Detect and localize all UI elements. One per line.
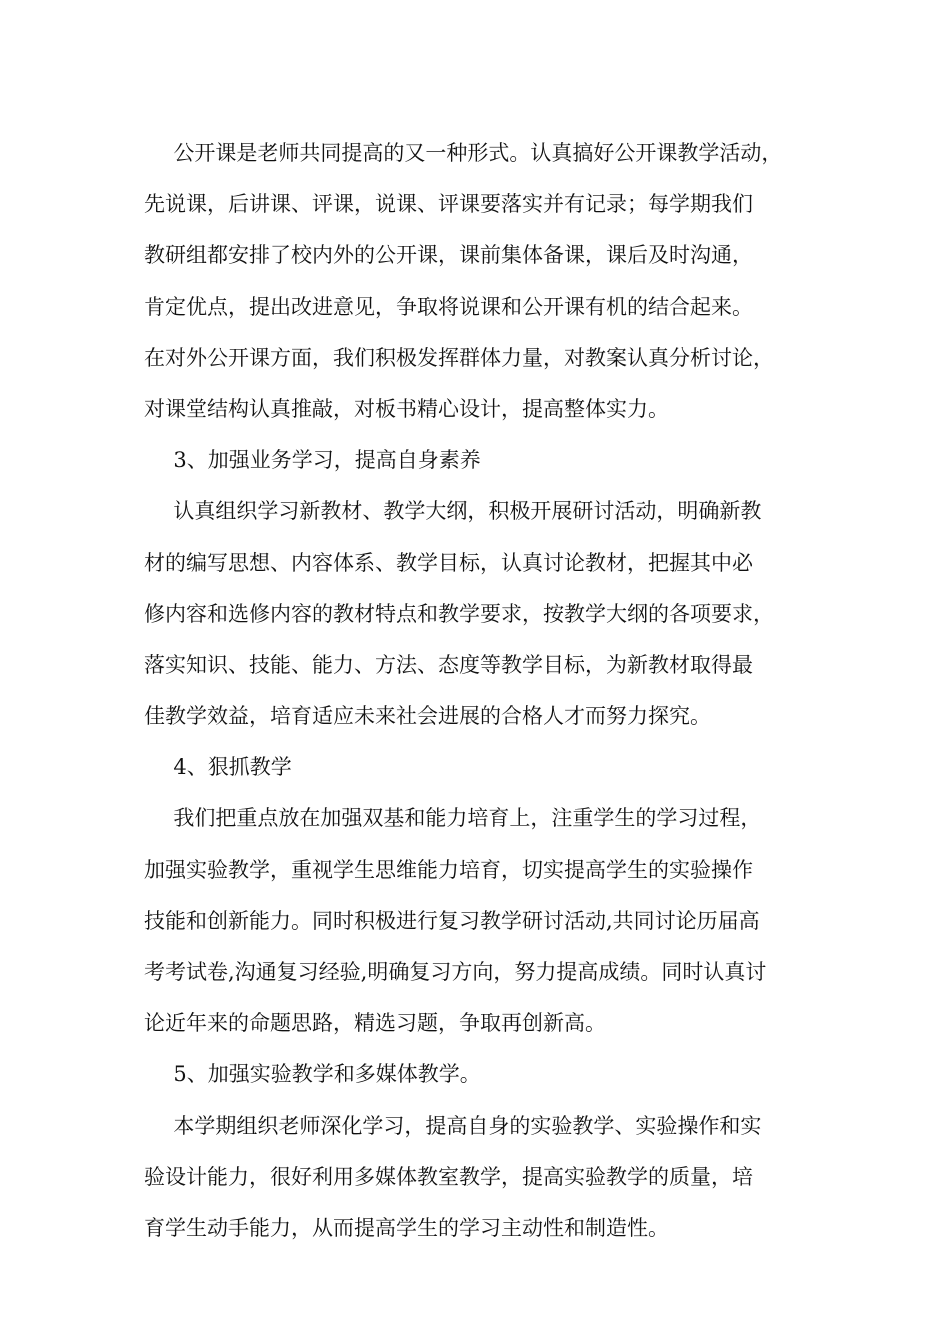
- paragraph-line: 佳教学效益，培育适应未来社会进展的合格人才而努力探究。: [144, 704, 711, 729]
- paragraph-line: 对课堂结构认真推敲，对板书精心设计，提高整体实力。: [144, 396, 669, 421]
- paragraph-line: 4、狠抓教学: [173, 755, 292, 780]
- paragraph-line: 教研组都安排了校内外的公开课，课前集体备课，课后及时沟通，: [144, 243, 753, 268]
- paragraph-line: 公开课是老师共同提高的又一种形式。认真搞好公开课教学活动，: [173, 141, 783, 165]
- paragraph-line: 论近年来的命题思路，精选习题，争取再创新高。: [144, 1011, 606, 1036]
- paragraph-heading-4: [144, 742, 816, 793]
- paragraph-line: 修内容和选修内容的教材特点和教学要求，按教学大纲的各项要求，: [144, 601, 774, 626]
- paragraph-line: 我们把重点放在加强双基和能力培育上，注重学生的学习过程，: [173, 806, 762, 831]
- paragraph-line: 育学生动手能力，从而提高学生的学习主动性和制造性。: [144, 1215, 669, 1240]
- paragraph-line: 考考试卷,沟通复习经验,明确复习方向，努力提高成绩。同时认真讨: [144, 960, 767, 984]
- paragraph-open-class: [144, 128, 816, 435]
- paragraph-line: 验设计能力，很好利用多媒体教室教学，提高实验教学的质量，培: [144, 1164, 753, 1189]
- paragraph-study: [144, 486, 816, 742]
- paragraph-line: 肯定优点，提出改进意见，争取将说课和公开课有机的结合起来。: [144, 294, 753, 319]
- paragraph-line: 先说课，后讲课、评课，说课、评课要落实并有记录；每学期我们: [144, 192, 753, 217]
- paragraph-heading-3: [144, 435, 816, 486]
- paragraph-line: 加强实验教学，重视学生思维能力培育，切实提高学生的实验操作: [144, 857, 753, 882]
- paragraph-teaching: [144, 793, 816, 1049]
- document-body: [144, 128, 816, 1254]
- paragraph-line: 5、加强实验教学和多媒体教学。: [173, 1062, 481, 1087]
- paragraph-line: 本学期组织老师深化学习，提高自身的实验教学、实验操作和实: [173, 1113, 762, 1138]
- paragraph-line: 技能和创新能力。同时积极进行复习教学研讨活动,共同讨论历届高: [144, 908, 760, 933]
- paragraph-line: 在对外公开课方面，我们积极发挥群体力量，对教案认真分析讨论，: [144, 345, 774, 370]
- paragraph-line: 3、加强业务学习，提高自身素养: [173, 448, 481, 473]
- paragraph-heading-5: [144, 1049, 816, 1100]
- paragraph-line: 落实知识、技能、能力、方法、态度等教学目标，为新教材取得最: [144, 652, 753, 677]
- paragraph-line: 材的编写思想、内容体系、教学目标，认真讨论教材，把握其中必: [144, 550, 753, 575]
- paragraph-experiment: [144, 1101, 816, 1255]
- paragraph-line: 认真组织学习新教材、教学大纲，积极开展研讨活动，明确新教: [173, 499, 762, 524]
